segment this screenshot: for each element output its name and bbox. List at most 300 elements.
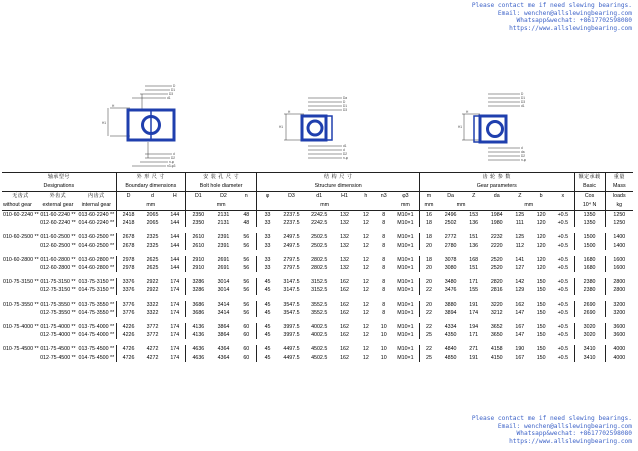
table-cell: 010·60·2800 ** bbox=[3, 256, 39, 263]
table-cell: 4726 bbox=[116, 354, 140, 362]
table-cell: 22 bbox=[419, 286, 437, 294]
table-cell: 012·60·2800 ** bbox=[40, 265, 76, 272]
table-cell: 3014 bbox=[217, 279, 230, 286]
table-cell: +0.5 bbox=[557, 301, 569, 308]
col-n: n bbox=[236, 192, 257, 202]
col-D1: D1 bbox=[185, 192, 210, 202]
table-cell: 1400 bbox=[605, 233, 633, 241]
table-cell: 45 bbox=[257, 345, 278, 353]
table-cell: 2910 bbox=[185, 256, 210, 264]
table-cell: 33 bbox=[257, 256, 278, 264]
table-cell: 2350 bbox=[185, 211, 210, 220]
table-cell: 60 bbox=[243, 324, 250, 331]
designations-cn: 轴承型号 bbox=[2, 173, 116, 183]
svg-text:n3-φ3: n3-φ3 bbox=[167, 164, 176, 168]
table-cell: 132 bbox=[340, 256, 349, 263]
table-cell: 171 bbox=[469, 332, 479, 339]
table-cell: 2691 bbox=[217, 256, 230, 263]
table-cell: 012·75·3550 ** bbox=[40, 309, 76, 316]
col-x: x bbox=[552, 192, 574, 202]
table-cell: +0.5 bbox=[557, 346, 569, 353]
table-cell: 16 bbox=[419, 211, 437, 220]
contact-website: https://www.allslewingbearing.com bbox=[509, 24, 632, 32]
contact-line: Please contact me if need slewing bearings. bbox=[471, 415, 632, 422]
table-cell: 011·75·3550 ** bbox=[40, 301, 76, 308]
table-cell: 4272 bbox=[146, 354, 159, 361]
table-cell: 20 bbox=[419, 242, 437, 250]
table-cell: 33 bbox=[257, 242, 278, 250]
table-cell: 014·75·4500 ** bbox=[78, 354, 115, 361]
table-cell: 014·75·3150 ** bbox=[78, 287, 115, 294]
table-cell: 60 bbox=[243, 354, 250, 361]
table-cell: 2691 bbox=[217, 265, 230, 272]
unit-internal: internal gear bbox=[77, 201, 116, 211]
table-cell: 127 bbox=[515, 265, 525, 272]
table-cell: 2065 bbox=[146, 212, 159, 218]
table-cell: 2802.5 bbox=[311, 256, 328, 263]
contact-website: https://www.allslewingbearing.com bbox=[509, 437, 632, 445]
svg-text:n-φ: n-φ bbox=[169, 160, 174, 164]
col-h: h bbox=[356, 192, 376, 202]
table-cell: 171 bbox=[469, 279, 479, 286]
table-row bbox=[2, 286, 633, 294]
table-cell: 120 bbox=[536, 256, 546, 263]
table-cell: 4636 bbox=[185, 354, 210, 362]
table-cell: 3410 bbox=[574, 345, 605, 353]
table-cell: 3212 bbox=[490, 309, 503, 316]
table-cell: 129 bbox=[515, 287, 525, 294]
table-cell: 3376 bbox=[116, 278, 140, 286]
table-cell: +0.5 bbox=[557, 332, 569, 339]
table-cell: M10×1 bbox=[397, 220, 414, 227]
table-cell: 1500 bbox=[574, 242, 605, 250]
svg-text:H: H bbox=[466, 110, 469, 114]
table-cell: 3200 bbox=[605, 309, 633, 317]
table-cell: 3376 bbox=[116, 286, 140, 294]
table-cell: 4502.5 bbox=[311, 346, 328, 353]
table-cell: 011·75·3150 ** bbox=[40, 279, 76, 286]
table-cell: 2237.5 bbox=[283, 212, 300, 218]
table-cell: +0.5 bbox=[557, 234, 569, 241]
table-cell: 3880 bbox=[444, 301, 457, 308]
table-cell: 013·60·2800 ** bbox=[78, 256, 115, 263]
table-cell: 3147.5 bbox=[283, 279, 300, 286]
contact-line: Please contact me if need slewing bearings. bbox=[471, 2, 632, 9]
table-cell: 48 bbox=[243, 220, 250, 227]
table-cell: 25 bbox=[419, 354, 437, 362]
svg-text:H1: H1 bbox=[279, 125, 284, 129]
table-cell: 013·60·2240 ** bbox=[78, 212, 115, 218]
table-cell: 56 bbox=[243, 234, 250, 241]
contact-block-top bbox=[472, 2, 632, 32]
table-cell: 33 bbox=[257, 264, 278, 272]
table-cell: 2325 bbox=[146, 242, 159, 249]
table-cell: 2910 bbox=[185, 264, 210, 272]
bolt-cn: 安 装 孔 尺 寸 bbox=[185, 173, 257, 183]
bearing-drawing-without-gear bbox=[100, 82, 185, 168]
table-cell: 12 bbox=[362, 265, 369, 272]
svg-text:d1: d1 bbox=[521, 104, 525, 108]
table-cell: 3286 bbox=[185, 278, 210, 286]
svg-text:H1: H1 bbox=[458, 125, 463, 129]
table-cell: 45 bbox=[257, 278, 278, 286]
table-cell: 25 bbox=[419, 331, 437, 339]
table-cell: 33 bbox=[257, 233, 278, 241]
table-cell: 2242.5 bbox=[311, 220, 328, 227]
table-cell: 2978 bbox=[116, 264, 140, 272]
table-cell: 3020 bbox=[574, 323, 605, 331]
col-H1: H1 bbox=[333, 192, 356, 202]
col-cn-without: 无齿式 bbox=[2, 192, 39, 202]
table-cell: 014·60·2240 ** bbox=[78, 220, 115, 227]
table-cell: 2418 bbox=[116, 219, 140, 227]
svg-text:D: D bbox=[173, 84, 176, 88]
svg-text:D: D bbox=[521, 92, 524, 96]
table-cell: 3414 bbox=[217, 301, 230, 308]
table-cell: 150 bbox=[536, 324, 546, 331]
table-cell: 150 bbox=[536, 287, 546, 294]
table-cell: 2520 bbox=[490, 265, 503, 272]
table-cell: 012·60·2500 ** bbox=[40, 242, 76, 249]
table-cell: 1350 bbox=[574, 211, 605, 220]
table-cell: 012·75·4500 ** bbox=[40, 354, 76, 361]
table-cell: 3547.5 bbox=[283, 301, 300, 308]
table-cell: 18 bbox=[419, 219, 437, 227]
table-cell: M10×1 bbox=[397, 301, 414, 308]
table-cell: 168 bbox=[469, 256, 479, 263]
table-cell: 12 bbox=[362, 287, 369, 294]
table-cell bbox=[2, 264, 39, 272]
table-cell: 1400 bbox=[605, 242, 633, 250]
table-cell: 2922 bbox=[146, 279, 159, 286]
structure-label: Structure dimension bbox=[257, 182, 420, 192]
table-cell: 162 bbox=[340, 309, 349, 316]
svg-text:d1: d1 bbox=[167, 96, 171, 100]
table-cell: 271 bbox=[469, 346, 479, 353]
table-cell: 10 bbox=[380, 354, 387, 361]
spec-table-body bbox=[2, 211, 633, 362]
table-cell: 18 bbox=[419, 256, 437, 264]
table-row bbox=[2, 323, 633, 331]
table-cell: 3552.5 bbox=[311, 301, 328, 308]
col-cn-internal: 内齿式 bbox=[77, 192, 116, 202]
table-cell: 18 bbox=[419, 233, 437, 241]
table-cell: 56 bbox=[243, 309, 250, 316]
table-cell: 3152.5 bbox=[311, 279, 328, 286]
unit-external: external gear bbox=[39, 201, 77, 211]
table-cell: 2820 bbox=[490, 279, 503, 286]
table-cell: 4000 bbox=[605, 354, 633, 362]
table-cell: 162 bbox=[515, 301, 525, 308]
table-cell: 2232 bbox=[490, 234, 503, 241]
table-cell: 1600 bbox=[605, 264, 633, 272]
table-cell: 2678 bbox=[116, 242, 140, 250]
table-cell: 151 bbox=[469, 234, 479, 241]
table-cell: 012·60·2240 ** bbox=[40, 220, 76, 227]
boundary-label: Boundary dimensions bbox=[116, 182, 185, 192]
table-cell: 150 bbox=[536, 346, 546, 353]
table-row bbox=[2, 242, 633, 250]
table-cell: 4497.5 bbox=[283, 346, 300, 353]
table-cell: 3078 bbox=[444, 256, 457, 263]
spec-table bbox=[2, 172, 633, 362]
table-cell: 45 bbox=[257, 331, 278, 339]
table-cell: 45 bbox=[257, 301, 278, 309]
table-cell: +0.5 bbox=[557, 279, 569, 286]
svg-text:D: D bbox=[343, 100, 346, 104]
table-cell: 3286 bbox=[185, 286, 210, 294]
table-cell: 144 bbox=[170, 265, 180, 272]
mass-cn: 重量 bbox=[605, 173, 633, 183]
table-cell: +0.5 bbox=[557, 287, 569, 294]
table-cell: 3997.5 bbox=[283, 324, 300, 331]
table-cell: 2802.5 bbox=[311, 265, 328, 272]
table-cell: 2797.5 bbox=[283, 265, 300, 272]
table-cell: 150 bbox=[536, 354, 546, 361]
table-cell: 4226 bbox=[116, 331, 140, 339]
table-cell: 60 bbox=[243, 346, 250, 353]
table-cell: 167 bbox=[515, 354, 525, 361]
table-row bbox=[2, 354, 633, 362]
table-cell: 150 bbox=[536, 279, 546, 286]
table-cell bbox=[2, 354, 39, 362]
unit-m: mm bbox=[419, 201, 437, 211]
table-cell: 4350 bbox=[444, 332, 457, 339]
table-cell: 2350 bbox=[185, 219, 210, 227]
unit-bolt: mm bbox=[185, 201, 257, 211]
table-cell: 12 bbox=[362, 301, 369, 308]
table-cell: 2220 bbox=[490, 242, 503, 249]
load-cn: 额定承载 bbox=[574, 173, 605, 183]
table-cell: +0.5 bbox=[557, 242, 569, 249]
table-row bbox=[2, 211, 633, 220]
col-cn-external: 外齿式 bbox=[39, 192, 77, 202]
table-cell: 12 bbox=[362, 256, 369, 263]
table-cell bbox=[2, 219, 39, 227]
table-cell: 2497.5 bbox=[283, 234, 300, 241]
gear-cn: 齿 轮 参 数 bbox=[419, 173, 574, 183]
table-cell: 013·60·2500 ** bbox=[78, 234, 115, 241]
col-D3: D3 bbox=[278, 192, 306, 202]
table-cell: +0.5 bbox=[557, 220, 569, 227]
svg-text:D2: D2 bbox=[171, 156, 176, 160]
table-cell: 2690 bbox=[574, 309, 605, 317]
table-cell: 3152.5 bbox=[311, 287, 328, 294]
table-cell: 2690 bbox=[574, 301, 605, 309]
unit-structure: mm bbox=[257, 201, 392, 211]
table-cell: 132 bbox=[340, 212, 349, 218]
table-cell: 3652 bbox=[490, 324, 503, 331]
table-cell: 014·75·4000 ** bbox=[78, 332, 115, 339]
table-cell: 8 bbox=[382, 279, 386, 286]
table-cell: 45 bbox=[257, 309, 278, 317]
table-cell: 1600 bbox=[605, 256, 633, 264]
table-cell: 22 bbox=[419, 345, 437, 353]
table-cell: 56 bbox=[243, 242, 250, 249]
table-cell: 12 bbox=[362, 324, 369, 331]
svg-text:D1: D1 bbox=[521, 96, 526, 100]
table-cell: 3322 bbox=[146, 301, 159, 308]
table-cell: 2922 bbox=[146, 287, 159, 294]
table-cell: 012·75·3150 ** bbox=[40, 287, 76, 294]
table-cell: 2391 bbox=[217, 234, 230, 241]
table-cell bbox=[2, 242, 39, 250]
svg-text:d: d bbox=[343, 148, 345, 152]
table-cell: 162 bbox=[340, 301, 349, 308]
col-Cos: Cos bbox=[574, 192, 605, 202]
table-cell: 167 bbox=[515, 324, 525, 331]
table-cell: 011·75·4000 ** bbox=[40, 324, 76, 331]
table-cell: 2065 bbox=[146, 220, 159, 227]
table-cell: 112 bbox=[515, 242, 525, 249]
col-d1: d1 bbox=[305, 192, 333, 202]
table-cell: 45 bbox=[257, 323, 278, 331]
svg-text:D3: D3 bbox=[521, 100, 526, 104]
table-cell: 1680 bbox=[574, 264, 605, 272]
contact-email: Email: wenchen@allslewingbearing.com bbox=[497, 9, 632, 17]
table-cell: 12 bbox=[362, 354, 369, 361]
table-cell: 3776 bbox=[116, 309, 140, 317]
table-cell: 3552.5 bbox=[311, 309, 328, 316]
col-phi3: φ3 bbox=[392, 192, 420, 202]
table-cell: 1984 bbox=[490, 212, 503, 218]
table-cell: 1250 bbox=[605, 211, 633, 220]
svg-text:D2: D2 bbox=[521, 154, 526, 158]
table-cell: 4334 bbox=[444, 324, 457, 331]
table-cell: 120 bbox=[536, 265, 546, 272]
table-cell: 3864 bbox=[217, 332, 230, 339]
unit-phi3: mm bbox=[392, 201, 420, 211]
table-cell: 191 bbox=[469, 354, 479, 361]
table-cell: +0.5 bbox=[557, 256, 569, 263]
table-cell: 2800 bbox=[605, 278, 633, 286]
table-cell: 8 bbox=[382, 242, 386, 249]
mass-label: Mass bbox=[605, 182, 633, 192]
table-cell: 144 bbox=[170, 220, 180, 227]
table-cell: 8 bbox=[382, 212, 386, 218]
table-cell: M10×1 bbox=[397, 287, 414, 294]
table-cell: 136 bbox=[469, 242, 479, 249]
table-cell: 3014 bbox=[217, 287, 230, 294]
table-cell: M10×1 bbox=[397, 265, 414, 272]
table-cell: 150 bbox=[536, 301, 546, 308]
col-d: d bbox=[140, 192, 164, 202]
table-cell: 014·60·2500 ** bbox=[78, 242, 115, 249]
table-cell: 2131 bbox=[217, 212, 230, 218]
table-row bbox=[2, 309, 633, 317]
table-cell: 010·75·4500 ** bbox=[3, 346, 39, 353]
contact-block-bottom bbox=[472, 415, 632, 445]
table-cell: 142 bbox=[515, 279, 525, 286]
svg-text:d1: d1 bbox=[343, 144, 347, 148]
table-cell: 174 bbox=[170, 279, 180, 286]
col-m: m bbox=[419, 192, 437, 202]
table-cell: 151 bbox=[469, 265, 479, 272]
table-cell: 4002.5 bbox=[311, 324, 328, 331]
table-cell: 010·75·4000 ** bbox=[3, 324, 39, 331]
contact-whatsapp: Whatsapp&wechat: +8617702598080 bbox=[516, 430, 632, 438]
svg-text:H: H bbox=[112, 104, 115, 108]
table-cell: 2678 bbox=[116, 233, 140, 241]
table-cell: 56 bbox=[243, 287, 250, 294]
table-cell: 136 bbox=[469, 220, 479, 227]
table-cell: 150 bbox=[536, 332, 546, 339]
table-cell: M10×1 bbox=[397, 354, 414, 361]
table-cell: 155 bbox=[469, 287, 479, 294]
structure-cn: 结 构 尺 寸 bbox=[257, 173, 420, 183]
table-cell: 2780 bbox=[444, 242, 457, 249]
table-cell: 4364 bbox=[217, 346, 230, 353]
table-cell: 174 bbox=[469, 309, 479, 316]
svg-text:D3: D3 bbox=[343, 108, 348, 112]
table-cell: 125 bbox=[515, 234, 525, 241]
table-cell: M10×1 bbox=[397, 256, 414, 263]
table-cell: 2610 bbox=[185, 242, 210, 250]
table-cell: 2380 bbox=[574, 286, 605, 294]
table-cell: 014·75·3550 ** bbox=[78, 309, 115, 316]
table-cell: 2800 bbox=[605, 286, 633, 294]
table-cell: 4136 bbox=[185, 323, 210, 331]
table-cell: 010·75·3550 ** bbox=[3, 301, 39, 308]
table-cell: 120 bbox=[536, 242, 546, 249]
table-row bbox=[2, 278, 633, 286]
table-row bbox=[2, 233, 633, 241]
table-cell: 111 bbox=[515, 220, 524, 227]
table-cell: 20 bbox=[419, 264, 437, 272]
table-cell: 125 bbox=[515, 212, 525, 218]
table-cell: 3547.5 bbox=[283, 309, 300, 316]
table-cell: 2242.5 bbox=[311, 212, 328, 218]
table-cell: 56 bbox=[243, 256, 250, 263]
table-cell: 144 bbox=[170, 212, 180, 218]
table-cell: 2131 bbox=[217, 220, 230, 227]
table-cell: 141 bbox=[515, 256, 525, 263]
table-cell: 3772 bbox=[146, 332, 159, 339]
table-row bbox=[2, 301, 633, 309]
table-cell: M10×1 bbox=[397, 332, 414, 339]
svg-text:D1: D1 bbox=[171, 88, 176, 92]
table-cell: 12 bbox=[362, 234, 369, 241]
unit-without: without gear bbox=[2, 201, 39, 211]
bolt-label: Bolt hole diameter bbox=[185, 182, 257, 192]
table-cell: 3200 bbox=[605, 301, 633, 309]
table-cell: +0.5 bbox=[557, 324, 569, 331]
table-cell: 147 bbox=[515, 309, 525, 316]
table-cell: 2496 bbox=[444, 212, 457, 218]
table-cell: 174 bbox=[170, 324, 180, 331]
svg-text:n-φ: n-φ bbox=[343, 156, 348, 160]
table-cell: 4502.5 bbox=[311, 354, 328, 361]
table-cell: 3220 bbox=[490, 301, 503, 308]
table-cell: M10×1 bbox=[397, 242, 414, 249]
table-cell: 2797.5 bbox=[283, 256, 300, 263]
table-cell: 12 bbox=[362, 346, 369, 353]
table-cell: 011·60·2500 ** bbox=[40, 234, 76, 241]
col-Z: Z bbox=[463, 192, 484, 202]
table-cell: 011·60·2800 ** bbox=[40, 256, 76, 263]
table-cell: +0.5 bbox=[557, 309, 569, 316]
table-cell: 013·75·3550 ** bbox=[78, 301, 115, 308]
table-cell: 22 bbox=[419, 309, 437, 317]
table-cell: 3686 bbox=[185, 301, 210, 309]
table-cell: 132 bbox=[340, 234, 349, 241]
svg-text:D2: D2 bbox=[343, 152, 348, 156]
table-cell: 2380 bbox=[574, 278, 605, 286]
table-cell: 3600 bbox=[605, 331, 633, 339]
table-cell: 3414 bbox=[217, 309, 230, 316]
table-cell: 2325 bbox=[146, 234, 159, 241]
table-cell: 2520 bbox=[490, 256, 503, 263]
